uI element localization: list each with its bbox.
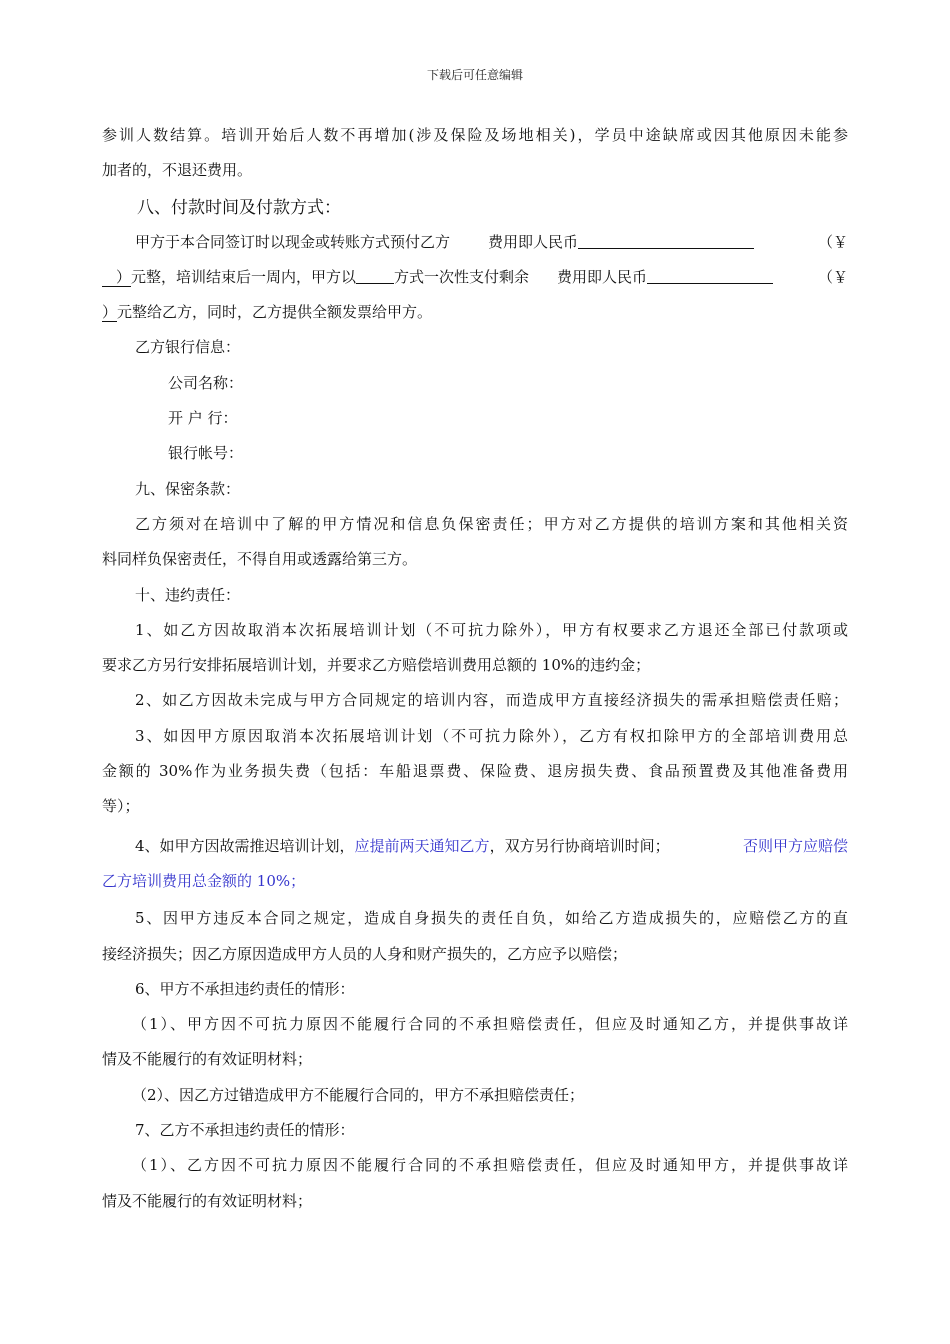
bank-account-label: 银行帐号： — [168, 444, 244, 463]
clause-7: 7、乙方不承担违约责任的情形： — [135, 1121, 355, 1140]
method-blank[interactable] — [356, 268, 394, 284]
clause-7-1-line-1: （1）、乙方因不可抗力原因不能履行合同的不承担赔偿责任，但应及时通知甲方，并提供事故详 — [132, 1156, 848, 1175]
clause-3-line-1: 3、如因甲方原因取消本次拓展培训计划（不可抗力除外），乙方有权扣除甲方的全部培训费用总 — [135, 726, 848, 745]
section-heading-8: 八、付款时间及付款方式： — [137, 197, 341, 218]
section-heading-10: 十、违约责任： — [135, 585, 241, 604]
clause-3-line-2: 金额的 30%作为业务损失费（包括：车船退票费、保险费、退房损失费、食品预置费及其他准备费用 — [102, 762, 848, 781]
text-line: 乙方须对在培训中了解的甲方情况和信息负保密责任；甲方对乙方提供的培训方案和其他相关资 — [135, 514, 848, 533]
amount-blank[interactable] — [578, 233, 754, 249]
page-header-note: 下载后可任意编辑 — [426, 68, 523, 82]
text-line: 料同样负保密责任，不得自用或透露给第三方。 — [102, 550, 418, 569]
document-body — [102, 118, 848, 1219]
bank-branch-label: 开 户 行： — [168, 409, 238, 428]
text-line: 加者的，不退还费用。 — [102, 161, 253, 180]
section-heading-9: 九、保密条款： — [135, 479, 241, 498]
clause-5-line-2: 接经济损失；因乙方原因造成甲方人员的人身和财产损失的，乙方应予以赔偿； — [102, 944, 628, 963]
clause-6: 6、甲方不承担违约责任的情形： — [135, 979, 355, 998]
clause-2-line-1: 2、如乙方因故未完成与甲方合同规定的培训内容，而造成甲方直接经济损失的需承担赔偿责任赔； — [135, 691, 848, 710]
clause-7-1-line-2: 情及不能履行的有效证明材料； — [102, 1191, 313, 1210]
clause-6-1-line-2: 情及不能履行的有效证明材料； — [102, 1050, 313, 1069]
clause-6-1-line-1: （1）、甲方因不可抗力原因不能履行合同的不承担赔偿责任，但应及时通知乙方，并提供事故详 — [132, 1015, 848, 1034]
bank-company-label: 公司名称： — [168, 373, 244, 392]
clause-3-line-3: 等）； — [102, 797, 140, 816]
clause-1-line-1: 1、如乙方因故取消本次拓展培训计划（不可抗力除外），甲方有权要求乙方退还全部已付款项或 — [135, 620, 848, 639]
bank-info-title: 乙方银行信息： — [135, 338, 241, 357]
text-line: 参训人数结算。培训开始后人数不再增加(涉及保险及场地相关)，学员中途缺席或因其他原因未能参 — [102, 126, 848, 144]
clause-6-2: （2）、因乙方过错造成甲方不能履行合同的，甲方不承担赔偿责任； — [132, 1085, 585, 1104]
clause-4-line-1: 4、如甲方因故需推迟培训计划，应提前两天通知乙方，双方另行协商培训时间； 否则甲方应赔偿 — [135, 836, 848, 855]
clause-5-line-1: 5、因甲方违反本合同之规定，造成自身损失的责任自负，如给乙方造成损失的，应赔偿乙方的直 — [135, 909, 848, 928]
payment-line-1: 甲方于本合同签订时以现金或转账方式预付乙方 费用即人民币 （￥ — [135, 232, 848, 251]
amount-blank[interactable] — [647, 268, 773, 284]
clause-1-line-2: 要求乙方另行安排拓展培训计划，并要求乙方赔偿培训费用总额的 10%的违约金； — [102, 656, 651, 675]
payment-line-3: ）元整给乙方，同时，乙方提供全额发票给甲方。 — [102, 303, 433, 322]
clause-4-line-2: 乙方培训费用总金额的 10%； — [102, 871, 306, 890]
payment-line-2: ）元整，培训结束后一周内，甲方以 方式一次性支付剩余 费用即人民币 （￥ — [102, 260, 848, 295]
